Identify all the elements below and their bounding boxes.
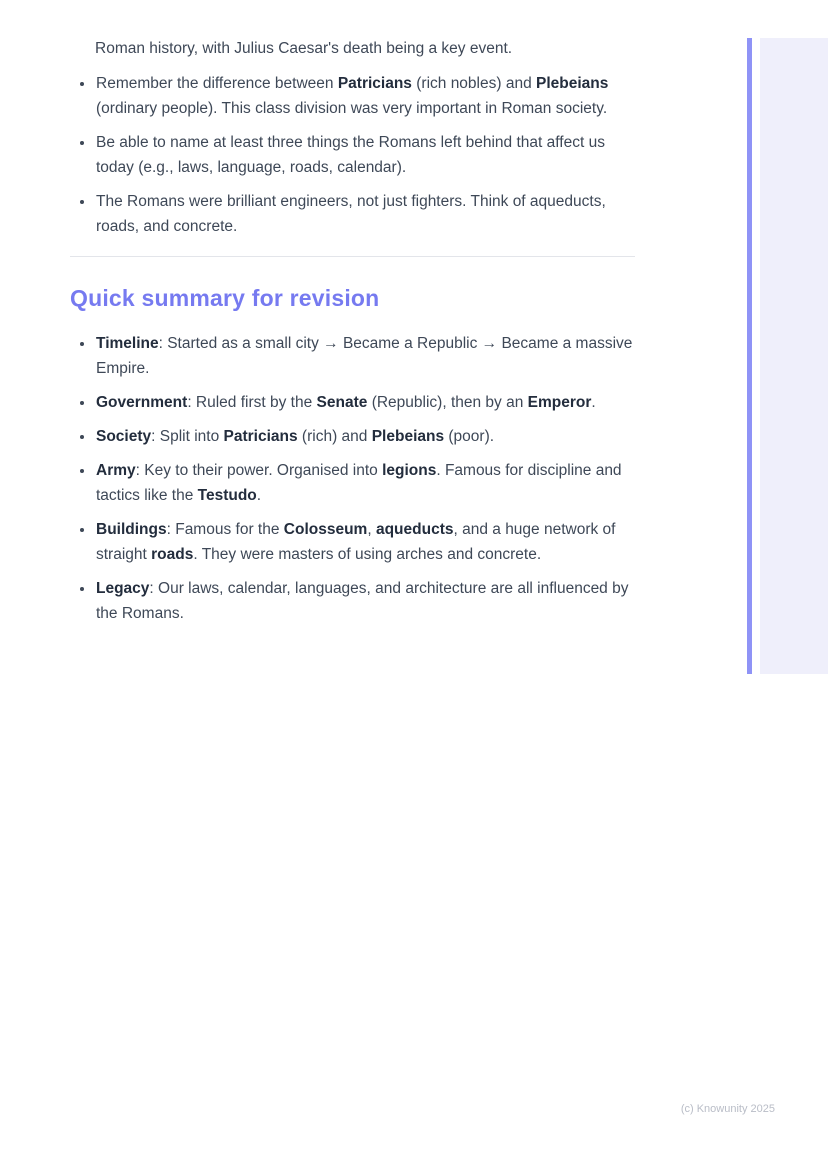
text-segment: Be able to name at least three things the Romans left behind that affect us today (e.g., laws, language, roads, calendar). (96, 134, 605, 176)
text-segment: . They were masters of using arches and concrete. (193, 546, 542, 563)
text-segment: : Ruled first by the (187, 394, 317, 411)
section-divider (70, 256, 635, 257)
bold-term: Timeline (96, 335, 159, 352)
document-content (70, 36, 635, 635)
text-segment: (Republic), then by an (367, 394, 528, 411)
bold-term: aqueducts (375, 521, 454, 538)
list-item (95, 390, 635, 415)
text-segment: (rich) and (297, 428, 372, 445)
bold-term: Senate (316, 394, 368, 411)
bold-term: Legacy (96, 580, 150, 597)
list-item (95, 576, 635, 626)
list-item (95, 517, 635, 567)
text-segment: : Famous for the (166, 521, 284, 538)
text-segment: , (367, 521, 376, 538)
text-segment: : Key to their power. Organised into (135, 462, 383, 479)
text-segment: : Started as a small city → Became a Republic → Became a massive Empire. (96, 335, 633, 377)
list-item (95, 71, 635, 121)
text-segment: (ordinary people). This class division was very important in Roman society. (96, 100, 608, 117)
bold-term: Plebeians (371, 428, 445, 445)
bold-term: Patricians (337, 75, 412, 92)
text-segment: . (256, 487, 262, 504)
copyright-text: (c) Knowunity 2025 (680, 1103, 775, 1115)
side-panel (760, 38, 828, 674)
bold-term: Colosseum (283, 521, 368, 538)
text-segment: : Our laws, calendar, languages, and architecture are all influenced by the Romans. (96, 580, 629, 622)
highlight-bar (747, 38, 752, 674)
text-segment: : Split into (151, 428, 224, 445)
text-segment: . Famous for discipline and tactics like the (96, 462, 622, 504)
section-heading: Quick summary for revision (70, 285, 380, 311)
text-segment: (poor). (444, 428, 495, 445)
list-item (95, 130, 635, 180)
bold-term: Government (96, 394, 188, 411)
bold-term: legions (382, 462, 437, 479)
text-segment: . (591, 394, 596, 411)
text-segment: Remember the difference between (96, 75, 338, 92)
text-segment: The Romans were brilliant engineers, not just fighters. Think of aqueducts, roads, and concrete. (96, 193, 606, 235)
text-segment: (rich nobles) and (411, 75, 536, 92)
text-segment: , and a huge network of straight (96, 521, 616, 563)
paragraph-continuation: Roman history, with Julius Caesar's death being a key event. (95, 40, 513, 57)
exam-tips-list (70, 71, 635, 239)
bold-term: Patricians (223, 428, 298, 445)
bold-term: Buildings (96, 521, 167, 538)
list-item (95, 331, 635, 381)
bold-term: Army (96, 462, 136, 479)
list-item (95, 189, 635, 239)
list-item (95, 424, 635, 449)
list-item (95, 458, 635, 508)
bold-term: Society (96, 428, 152, 445)
bold-term: Testudo (197, 487, 257, 504)
summary-list (70, 331, 635, 626)
bold-term: roads (151, 546, 194, 563)
bold-term: Plebeians (536, 75, 609, 92)
bold-term: Emperor (527, 394, 592, 411)
